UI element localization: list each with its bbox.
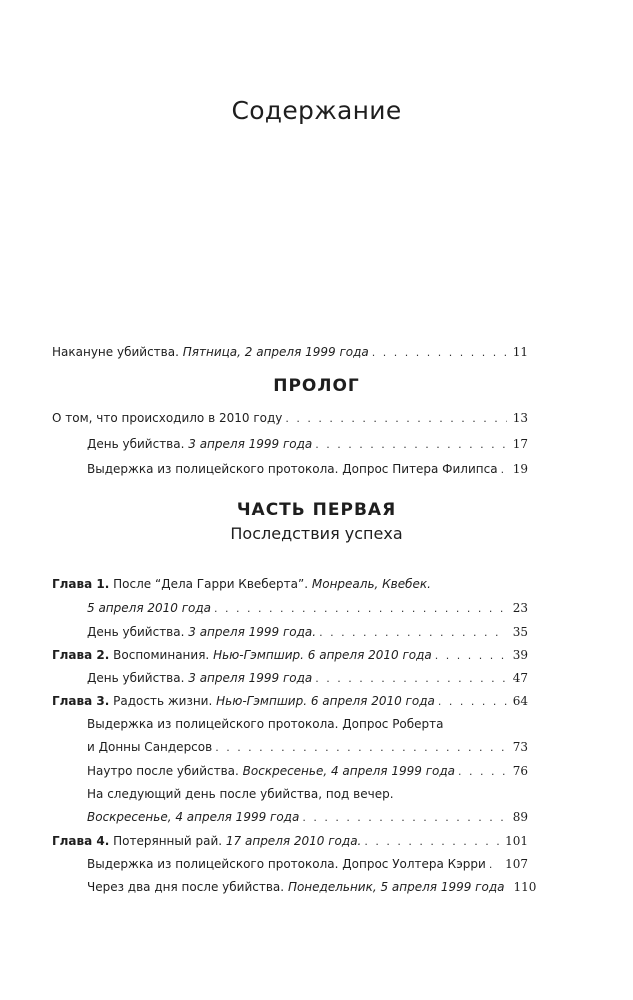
entry-label: Наутро после убийства.	[87, 764, 239, 778]
entry-label: Выдержка из полицейского протокола. Допрос Уолтера Кэрри	[87, 857, 486, 871]
toc-entry[interactable]	[87, 785, 528, 803]
entry-label: Радость жизни.	[113, 694, 213, 708]
dot-leader	[501, 461, 507, 479]
page-number: 89	[512, 810, 528, 824]
toc-chapter-3[interactable]	[52, 692, 528, 710]
entry-label: Через два дня после убийства.	[87, 880, 285, 894]
entry-date: 5 апреля 2010 года	[87, 601, 212, 615]
page-number: 76	[512, 764, 528, 778]
toc-entry[interactable]	[87, 669, 528, 687]
entry-date: Воскресенье, 4 апреля 1999 года	[242, 764, 455, 778]
dot-leader	[458, 763, 507, 781]
dot-leader	[315, 670, 506, 688]
page-number: 110	[513, 880, 537, 894]
entry-label: День убийства.	[87, 437, 185, 451]
toc-chapter-2[interactable]	[52, 646, 528, 664]
page-number: 47	[512, 671, 528, 685]
entry-date: Пятница, 2 апреля 1999 года	[182, 345, 369, 359]
toc-chapter-4[interactable]	[52, 832, 528, 850]
page-number: 64	[512, 694, 528, 708]
page-number: 101	[505, 834, 528, 848]
section-subtitle: Последствия успеха	[230, 524, 403, 543]
dot-leader	[489, 856, 499, 874]
dot-leader	[319, 624, 507, 642]
dot-leader	[315, 436, 506, 454]
toc-chapter-1-cont[interactable]	[87, 599, 528, 617]
entry-date: Нью-Гэмпшир. 6 апреля 2010 года	[216, 694, 435, 708]
dot-leader	[372, 344, 507, 362]
dot-leader	[215, 739, 507, 757]
toc-entry[interactable]	[87, 435, 528, 453]
entry-label: и Донны Сандерсов	[87, 740, 213, 754]
toc-entry[interactable]	[87, 460, 528, 478]
entry-label: На следующий день после убийства, под вечер.	[87, 787, 394, 801]
dot-leader	[285, 410, 506, 428]
page-number: 39	[512, 648, 528, 662]
entry-label: День убийства.	[87, 625, 185, 639]
entry-date: Нью-Гэмпшир. 6 апреля 2010 года	[213, 648, 432, 662]
page-number: 107	[505, 857, 528, 871]
page-number: 13	[512, 411, 528, 425]
chapter-number: Глава 1.	[52, 577, 110, 591]
toc-entry-cont[interactable]	[87, 738, 528, 756]
section-heading-part1: ЧАСТЬ ПЕРВАЯ	[236, 500, 397, 520]
toc-chapter-1[interactable]	[52, 575, 528, 593]
toc-entry[interactable]	[87, 715, 528, 733]
entry-date: 3 апреля 1999 года	[188, 671, 313, 685]
chapter-number: Глава 4.	[52, 834, 110, 848]
page-number: 19	[512, 462, 528, 476]
page-number: 35	[512, 625, 528, 639]
entry-place: Монреаль, Квебек.	[311, 577, 431, 591]
entry-label: Выдержка из полицейского протокола. Допрос Роберта	[87, 717, 444, 731]
entry-date: 3 апреля 1999 года	[188, 437, 313, 451]
toc-entry[interactable]	[87, 855, 528, 873]
dot-leader	[435, 647, 507, 665]
toc-entry-cont[interactable]	[87, 808, 528, 826]
page-number: 73	[512, 740, 528, 754]
chapter-number: Глава 3.	[52, 694, 110, 708]
toc-entry[interactable]	[52, 409, 528, 427]
entry-date: 3 апреля 1999 года.	[188, 625, 317, 639]
entry-label: Накануне убийства.	[52, 345, 179, 359]
entry-date: Воскресенье, 4 апреля 1999 года	[87, 810, 300, 824]
dot-leader	[364, 833, 499, 851]
dot-leader	[214, 600, 507, 618]
entry-label: День убийства.	[87, 671, 185, 685]
toc-entry-intro[interactable]	[52, 343, 528, 361]
toc-entry[interactable]	[87, 623, 528, 641]
entry-label: Потерянный рай.	[113, 834, 223, 848]
dot-leader	[302, 809, 506, 827]
page-number: 17	[512, 437, 528, 451]
page-title: Содержание	[231, 96, 402, 125]
page-number: 11	[512, 345, 528, 359]
toc-entry[interactable]	[87, 878, 537, 896]
toc-entry[interactable]	[87, 762, 528, 780]
page-number: 23	[512, 601, 528, 615]
entry-label: Воспоминания.	[113, 648, 210, 662]
entry-date: Понедельник, 5 апреля 1999 года	[287, 880, 505, 894]
section-heading-prologue: ПРОЛОГ	[273, 376, 360, 396]
entry-label: О том, что происходило в 2010 году	[52, 411, 283, 425]
entry-date: 17 апреля 2010 года.	[225, 834, 362, 848]
dot-leader	[438, 693, 507, 711]
chapter-number: Глава 2.	[52, 648, 110, 662]
entry-label: Выдержка из полицейского протокола. Допрос Питера Филипса	[87, 462, 498, 476]
entry-label: После “Дела Гарри Квеберта”.	[113, 577, 309, 591]
